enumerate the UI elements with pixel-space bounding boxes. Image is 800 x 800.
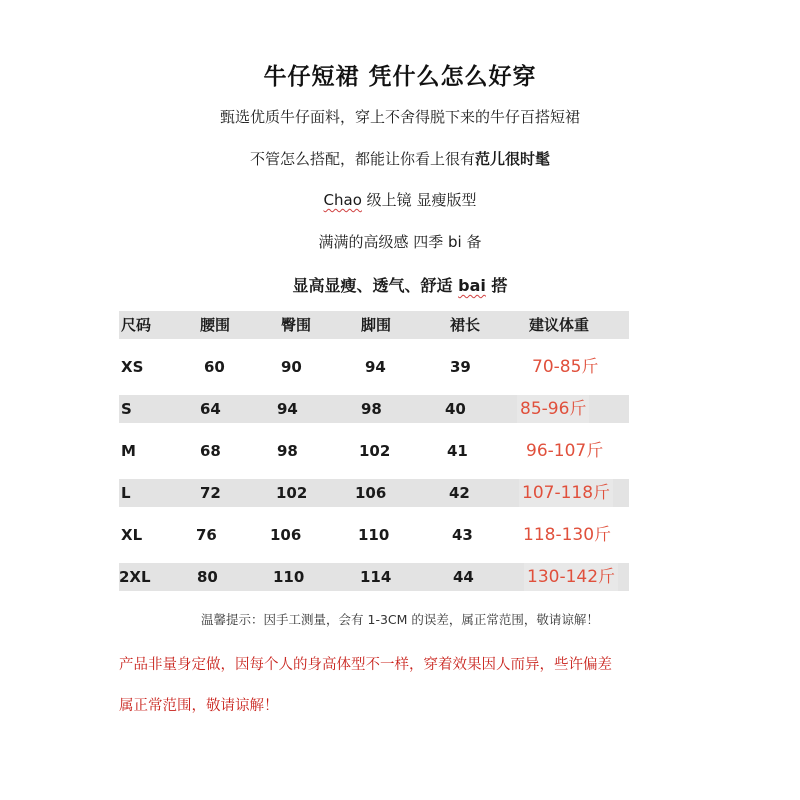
cell-waist: 60 xyxy=(204,358,225,376)
table-row xyxy=(119,437,629,465)
measurement-note: 温馨提示：因手工测量，会有 1-3CM 的误差，属正常范围，敬请谅解！ xyxy=(201,612,599,627)
cell-weight: 118-130斤 xyxy=(523,525,612,545)
cell-size: M xyxy=(121,442,136,460)
cell-waist: 72 xyxy=(200,484,221,502)
cell-size: S xyxy=(121,400,132,418)
tagline-style-text: 不管怎么搭配，都能让你看上很有 xyxy=(249,150,475,168)
cell-hip: 98 xyxy=(277,442,298,460)
cell-length: 40 xyxy=(445,400,466,418)
cell-size: 2XL xyxy=(119,568,151,586)
cell-waist: 68 xyxy=(200,442,221,460)
tagline-style xyxy=(0,148,800,169)
cell-hip: 106 xyxy=(270,526,302,544)
page-title: 牛仔短裙 凭什么怎么好穿 xyxy=(263,64,537,90)
cell-hem: 110 xyxy=(358,526,390,544)
cell-length: 39 xyxy=(450,358,471,376)
cell-hip: 94 xyxy=(277,400,298,418)
header-weight: 建议体重 xyxy=(529,316,590,334)
tagline-camera-chao: Chao xyxy=(323,191,362,209)
tagline-style-emphasis: 范儿很时髦 xyxy=(475,150,551,168)
disclaimer-line-2: 属正常范围，敬请谅解！ xyxy=(119,698,279,714)
tagline-season: 满满的高级感 四季 bi 备 xyxy=(318,233,482,251)
table-row xyxy=(119,479,629,507)
header-hip: 臀围 xyxy=(281,316,312,334)
cell-hip: 102 xyxy=(276,484,308,502)
tagline-features-end: 搭 xyxy=(485,276,508,295)
disclaimer-line-1: 产品非量身定做，因每个人的身高体型不一样，穿着效果因人而异，些许偏差 xyxy=(119,657,612,673)
header-waist: 腰围 xyxy=(200,316,231,334)
size-chart-header-row xyxy=(119,311,629,339)
cell-weight: 107-118斤 xyxy=(519,479,613,507)
cell-length: 42 xyxy=(449,484,470,502)
cell-weight: 96-107斤 xyxy=(526,441,604,461)
tagline-features xyxy=(0,273,800,296)
cell-weight: 130-142斤 xyxy=(524,563,618,591)
table-row xyxy=(119,395,629,423)
cell-weight: 70-85斤 xyxy=(532,357,599,377)
table-row xyxy=(119,353,629,381)
tagline-features-bai: bai xyxy=(458,276,486,295)
cell-hem: 102 xyxy=(359,442,391,460)
header-hem: 脚围 xyxy=(361,316,392,334)
tagline-camera-text: 级上镜 显瘦版型 xyxy=(361,191,477,209)
tagline-camera xyxy=(0,189,800,210)
cell-length: 43 xyxy=(452,526,473,544)
table-row xyxy=(119,563,629,591)
cell-size: XL xyxy=(121,526,143,544)
header-size: 尺码 xyxy=(121,316,152,334)
cell-hem: 94 xyxy=(365,358,386,376)
table-row xyxy=(119,521,629,549)
tagline-fabric: 甄选优质牛仔面料，穿上不舍得脱下来的牛仔百搭短裙 xyxy=(219,108,580,126)
cell-size: XS xyxy=(121,358,144,376)
cell-hem: 114 xyxy=(360,568,392,586)
cell-size: L xyxy=(121,484,131,502)
cell-weight: 85-96斤 xyxy=(517,395,589,423)
cell-waist: 80 xyxy=(197,568,218,586)
header-length: 裙长 xyxy=(450,316,481,334)
cell-hem: 106 xyxy=(355,484,387,502)
cell-length: 44 xyxy=(453,568,474,586)
cell-hem: 98 xyxy=(361,400,382,418)
cell-hip: 110 xyxy=(273,568,305,586)
cell-waist: 76 xyxy=(196,526,217,544)
tagline-features-text: 显高显瘦、透气、舒适 xyxy=(292,276,459,295)
cell-length: 41 xyxy=(447,442,468,460)
cell-waist: 64 xyxy=(200,400,221,418)
cell-hip: 90 xyxy=(281,358,302,376)
